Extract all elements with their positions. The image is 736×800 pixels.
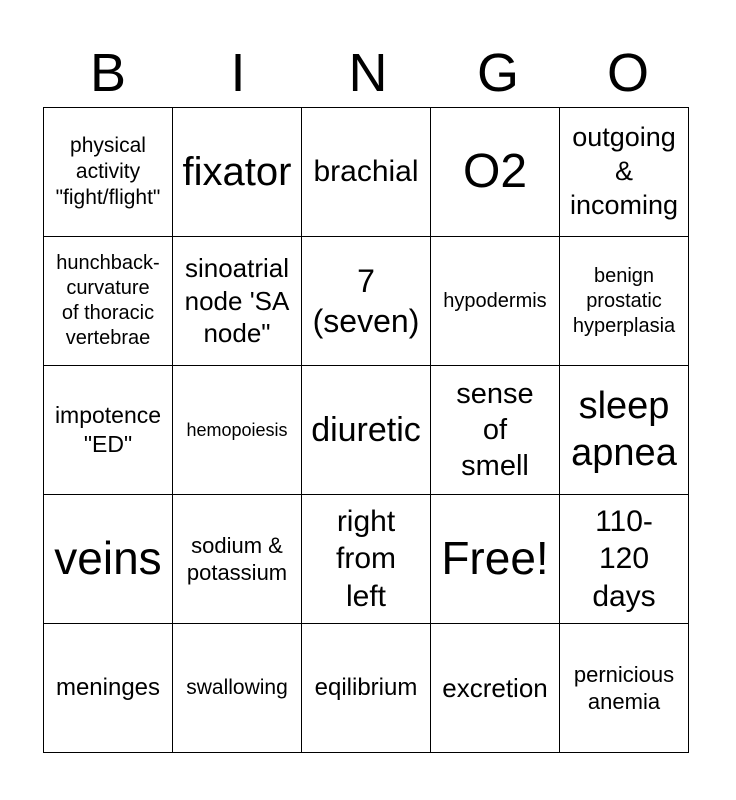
bingo-cell[interactable] (302, 624, 431, 753)
cell-label: outgoing & incoming (569, 122, 679, 220)
bingo-board (43, 107, 689, 753)
cell-label: sleep apnea (571, 384, 677, 474)
bingo-cell[interactable] (431, 624, 560, 753)
bingo-cell[interactable] (44, 237, 173, 366)
bingo-cell[interactable] (173, 495, 302, 624)
cell-label: veins (54, 532, 162, 585)
cell-label: physical activity "fight/flight" (55, 133, 161, 210)
header-letter-o: O (606, 43, 649, 103)
free-space-cell[interactable] (431, 495, 560, 624)
cell-label: excretion (442, 672, 548, 703)
cell-label: fixator (182, 150, 292, 194)
bingo-cell[interactable] (302, 495, 431, 624)
cell-label: O2 (462, 145, 528, 198)
bingo-cell[interactable] (302, 237, 431, 366)
cell-label: eqilibrium (314, 674, 418, 701)
bingo-cell[interactable] (44, 108, 173, 237)
bingo-cell[interactable] (431, 237, 560, 366)
cell-label: hemopoiesis (186, 419, 288, 440)
bingo-cell[interactable] (173, 237, 302, 366)
bingo-cell[interactable] (302, 108, 431, 237)
bingo-cell[interactable] (560, 237, 689, 366)
cell-label: pernicious anemia (573, 661, 675, 714)
cell-label: swallowing (186, 675, 288, 699)
bingo-cell[interactable] (44, 624, 173, 753)
cell-label: sinoatrial node 'SA node" (184, 253, 290, 349)
bingo-cell[interactable] (44, 366, 173, 495)
cell-label: brachial (313, 155, 419, 189)
bingo-cell[interactable] (173, 624, 302, 753)
bingo-cell[interactable] (431, 366, 560, 495)
bingo-cell[interactable] (560, 108, 689, 237)
cell-label: diuretic (311, 410, 421, 449)
bingo-cell[interactable] (302, 366, 431, 495)
bingo-cell[interactable] (44, 495, 173, 624)
bingo-header (43, 40, 693, 106)
cell-label: right from left (336, 504, 396, 613)
free-space-label: Free! (441, 532, 549, 585)
bingo-cell[interactable] (173, 366, 302, 495)
bingo-cell[interactable] (560, 624, 689, 753)
header-letter-g: G (476, 43, 519, 103)
cell-label: hunchback- curvature of thoracic vertebrae (56, 252, 160, 349)
header-letter-n: N (348, 43, 388, 103)
bingo-cell[interactable] (173, 108, 302, 237)
cell-label: sodium & potassium (186, 532, 288, 585)
cell-label: sense of smell (456, 377, 534, 483)
cell-label: hypodermis (443, 289, 547, 312)
cell-label: impotence "ED" (54, 402, 162, 457)
header-letter-i: I (230, 43, 246, 103)
cell-label: 7 (seven) (312, 263, 420, 339)
cell-label: meninges (55, 674, 161, 701)
cell-label: 110- 120 days (592, 504, 656, 613)
bingo-cell[interactable] (560, 495, 689, 624)
bingo-cell[interactable] (431, 108, 560, 237)
cell-label: benign prostatic hyperplasia (572, 264, 676, 337)
header-letter-b: B (89, 43, 127, 103)
bingo-cell[interactable] (560, 366, 689, 495)
